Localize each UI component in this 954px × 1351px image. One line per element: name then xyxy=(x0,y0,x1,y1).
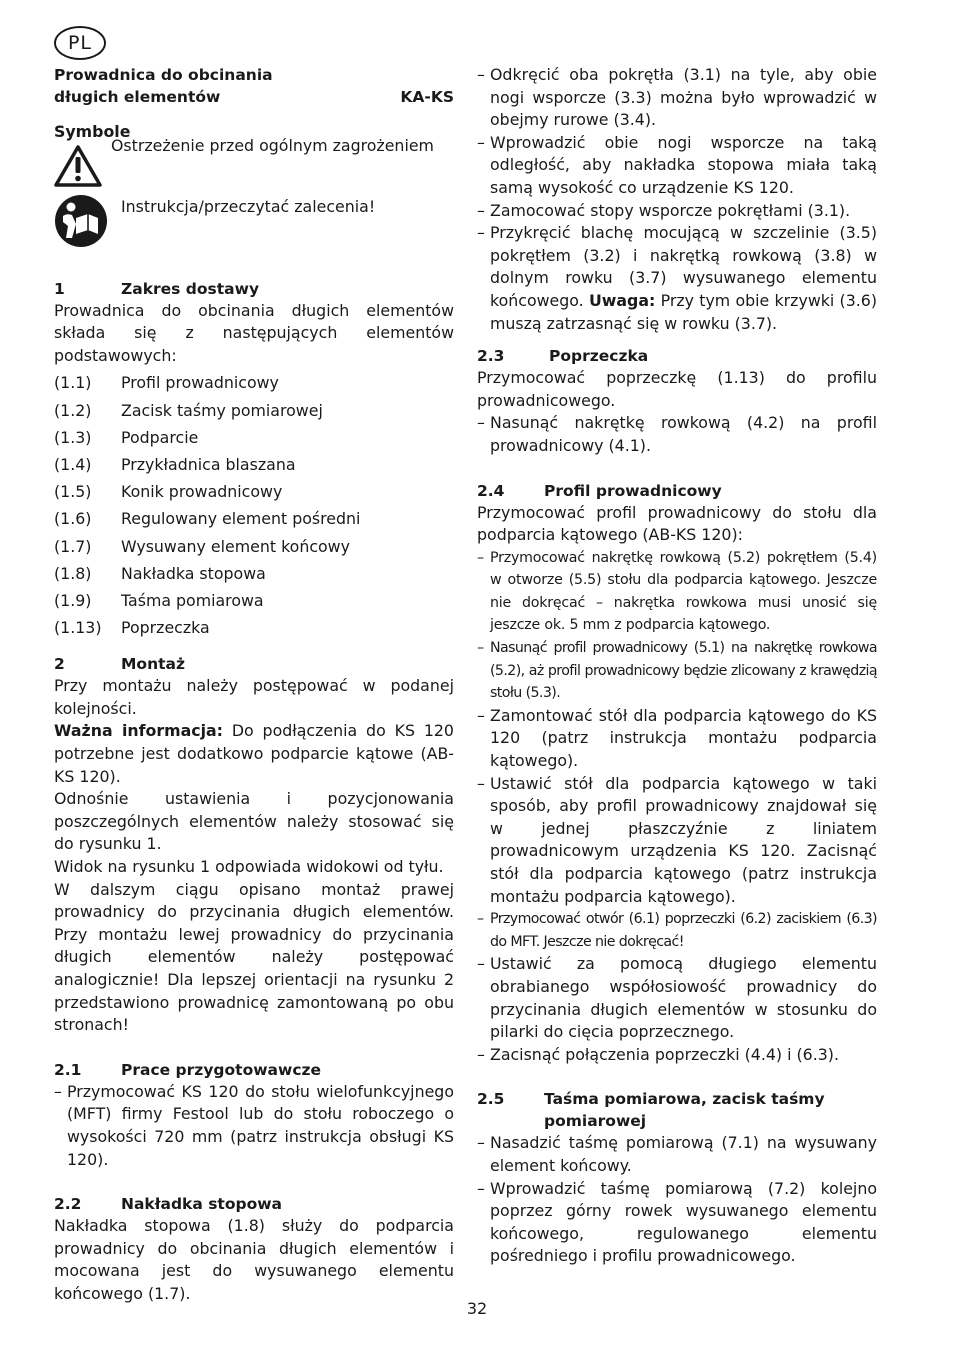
title-line-1: Prowadnica do obcinania xyxy=(54,66,273,84)
left-column xyxy=(54,64,454,1306)
bullet-item: – Nasadzić taśmę pomiarową (7.1) na wysuwany element końcowy. xyxy=(477,1132,877,1177)
read-manual-icon xyxy=(54,194,108,248)
section-2-2-heading: 2.2 Nakładka stopowa xyxy=(54,1195,283,1214)
section-2-heading: 2 Montaż xyxy=(54,655,185,674)
bullet-item: – Przymocować otwór (6.1) poprzeczki (6.2) zaciskiem (6.3) do MFT. Jeszcze nie dokręcać! xyxy=(477,908,877,953)
section-2-1-heading: 2.1 Prace przygotowawcze xyxy=(54,1060,322,1079)
list-item: (1.13) Poprzeczka xyxy=(54,618,210,638)
page-number: 32 xyxy=(466,1299,488,1318)
section-2-p2: Odnośnie ustawienia i pozycjonowania poszczególnych elementów należy stosować się do rysunku 1. xyxy=(54,789,454,854)
section-2-4-p1: Przymocować profil prowadnicowy do stołu dla podparcia kątowego (AB-KS 120): xyxy=(477,502,877,545)
scope-list xyxy=(54,369,454,641)
section-2-3-p1: Przymocować poprzeczkę (1.13) do profilu prowadnicowego. xyxy=(477,368,877,410)
section-1-heading xyxy=(54,278,454,300)
model-code: KA-KS xyxy=(400,88,454,106)
list-item: (1.2) Zacisk taśmy pomiarowej xyxy=(54,400,323,420)
bullet-item: – Przykręcić blachę mocującą w szczelinie (3.5) pokrętłem (3.2) i nakrętką rowkową (3.8) w dolnym rowku (3.7) wysuwanego elementu końcowego. Uwaga: Przy tym obie krzywki (3.6) muszą zatrzasnąć się w rowku (3.7). xyxy=(477,222,877,335)
bullet-item: – Zamontować stół dla podparcia kątowego do KS 120 (patrz instrukcja montażu podparcia kątowego). xyxy=(477,705,877,773)
section-2-2-p1: Nakładka stopowa (1.8) służy do podparcia prowadnicy do obcinania długich elementów i mocowana jest do wysuwanego elementu końcowego (1.7). xyxy=(54,1216,454,1303)
symbol-manual-row xyxy=(54,194,454,256)
symbol-manual-text: Instrukcja/przeczytać zalecenia! xyxy=(121,196,376,216)
section-title: Zakres dostawy xyxy=(121,279,260,298)
bullet-item: – Wprowadzić obie nogi wsporcze na taką odległość, aby nakładka stopowa miała taką samą wysokość co urządzenie KS 120. xyxy=(477,132,877,200)
section-2-p4: W dalszym ciągu opisano montaż prawej prowadnicy do przycinania długich elementów. Przy montażu lewej prowadnicy do przycinania długich elementów należy postępować analogicznie! Dla lepszej orientacji na rysunku 2 przedstawiono prowadnicę zamontowaną po obu stronach! xyxy=(54,879,454,1035)
list-item: (1.1) Profil prowadnicowy xyxy=(54,373,279,393)
bullet-item: – Zamocować stopy wsporcze pokrętłami (3.1). xyxy=(477,200,877,223)
list-item: (1.9) Taśma pomiarowa xyxy=(54,590,264,610)
list-item: (1.5) Konik prowadnicowy xyxy=(54,482,283,502)
symbol-warning-text: Ostrzeżenie przed ogólnym zagrożeniem xyxy=(111,135,434,155)
title-line-2: długich elementów xyxy=(54,88,221,106)
bullet-item: – Ustawić stół dla podparcia kątowego w taki sposób, aby profil prowadnicowy znajdował się w jednej płaszczyźnie z liniatem prowadnicowym urządzenia KS 120. Zacisnąć stół dla podparcia kątowego (patrz instrukcja montażu podparcia kątowego). xyxy=(477,773,877,909)
section-1-intro: Prowadnica do obcinania długich elementów składa się z następujących elementów podstawowych: xyxy=(54,300,454,365)
section-2-p3: Widok na rysunku 1 odpowiada widokowi od tyłu. xyxy=(54,857,444,876)
bullet-item: – Odkręcić oba pokrętła (3.1) na tyle, aby obie nogi wsporcze (3.3) można było wprowadzić w obejmy rurowe (3.4). xyxy=(477,64,877,132)
list-item: (1.8) Nakładka stopowa xyxy=(54,563,266,583)
section-number: 1 xyxy=(54,279,65,298)
section-2-3-heading: 2.3 Poprzeczka xyxy=(477,347,649,366)
list-item: (1.3) Podparcie xyxy=(54,427,199,447)
list-item: (1.4) Przykładnica blaszana xyxy=(54,454,296,474)
section-2-important: Ważna informacja: Do podłączenia do KS 120 potrzebne jest dodatkowo podparcie kątowe (AB-KS 120). xyxy=(54,721,454,786)
right-column xyxy=(477,64,877,1268)
language-badge: PL xyxy=(54,26,106,60)
bullet-item: – Ustawić za pomocą długiego elementu obrabianego współosiowość prowadnicy do przycinania długich elementów w stosunku do pilarki do cięcia poprzecznego. xyxy=(477,953,877,1043)
bullet-item: – Nasunąć profil prowadnicowy (5.1) na nakrętkę rowkowa (5.2), aż profil prowadnicowy będzie zlicowany z krawędzią stołu (5.3). xyxy=(477,637,877,705)
section-2-5-heading: 2.5 Taśma pomiarowa, zacisk taśmy pomiarowej xyxy=(477,1090,825,1131)
symbols-heading: Symbole xyxy=(54,122,131,141)
list-item: (1.7) Wysuwany element końcowy xyxy=(54,536,350,556)
section-2-p1: Przy montażu należy postępować w podanej kolejności. xyxy=(54,676,454,718)
document-title xyxy=(54,64,454,108)
bullet-item: – Nasunąć nakrętkę rowkową (4.2) na profil prowadnicowy (4.1). xyxy=(477,412,877,457)
bullet-item: – Przymocować KS 120 do stołu wielofunkcyjnego (MFT) firmy Festool lub do stołu roboczego o wysokości 720 mm (patrz instrukcja obsługi KS 120). xyxy=(54,1081,454,1171)
bullet-item: – Przymocować nakrętkę rowkową (5.2) pokrętłem (5.4) w otworze (5.5) stołu dla podparcia kątowego. Jeszcze nie dokręcać – nakrętka rowkowa musi unosić się jeszcze ok. 5 mm z podparcia kątowego. xyxy=(477,547,877,637)
warning-triangle-icon xyxy=(54,144,102,188)
symbol-warning-row xyxy=(54,135,454,194)
bullet-item: – Zacisnąć połączenia poprzeczki (4.4) i (6.3). xyxy=(477,1044,877,1067)
list-item: (1.6) Regulowany element pośredni xyxy=(54,509,361,529)
bullet-item: – Wprowadzić taśmę pomiarową (7.2) kolejno poprzez górny rowek wysuwanego elementu końcowego, regulowanego elementu pośredniego i profilu prowadnicowego. xyxy=(477,1178,877,1268)
section-2-4-heading: 2.4 Profil prowadnicowy xyxy=(477,481,722,500)
